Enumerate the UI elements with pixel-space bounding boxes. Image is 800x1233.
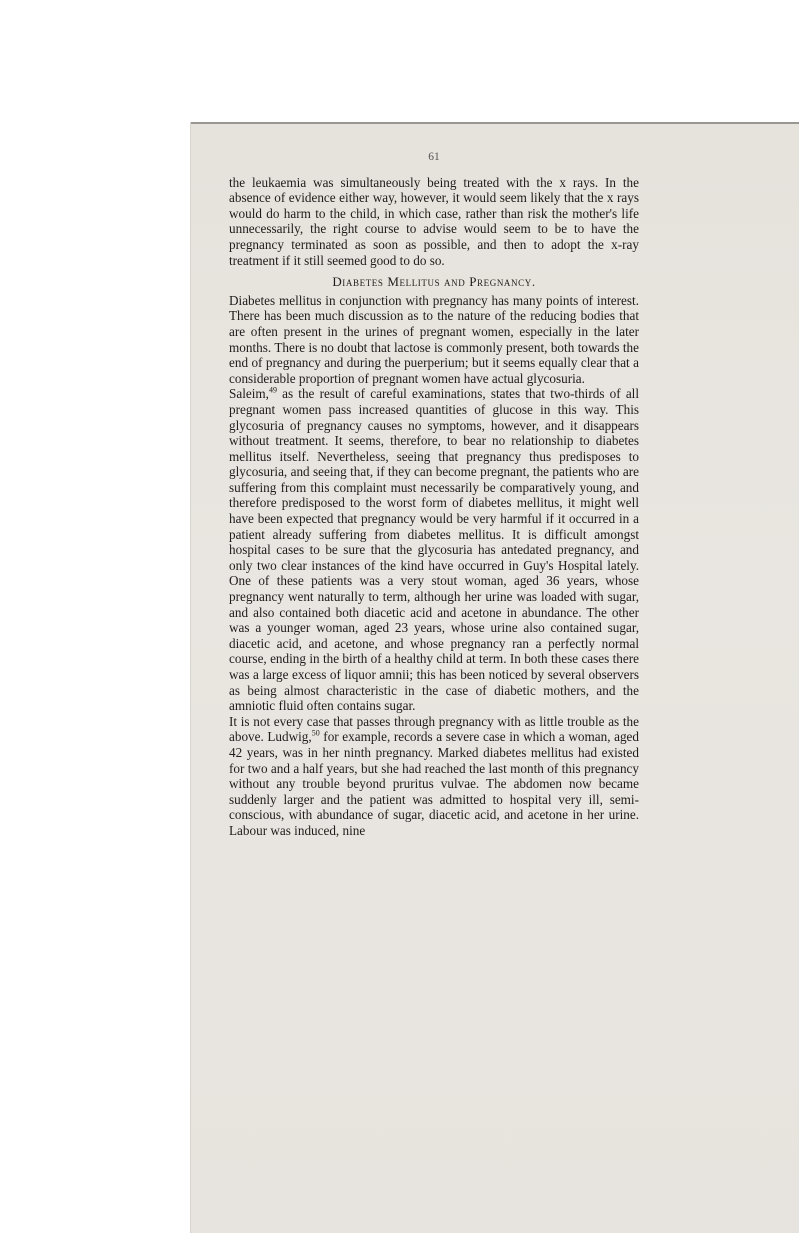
reference-number: 49 [268, 385, 277, 395]
paragraph-saleim-start: Saleim, [229, 386, 269, 402]
page-number: 61 [428, 151, 440, 163]
reference-number: 50 [311, 728, 320, 738]
paragraph-diabetes-intro: Diabetes mellitus in conjunction with pregnancy has many points of interest. There has been much discussion as to the nature of the reducing bodies that are often present in the urines of pregnant women, especially in the later months. There is no doubt that lactose is commonly present, both towards the end of pregnancy and during the puerperium; but it seems equally clear that a considerable proportion of pregnant women have actual glycosuria. [229, 292, 639, 386]
page-top-edge [191, 122, 799, 124]
page-text [229, 150, 639, 839]
section-heading: Diabetes Mellitus and Pregnancy. [332, 274, 536, 290]
paragraph-saleim [229, 386, 639, 713]
paragraph-ludwig-start: It is not every case that passes through pregnancy with as little trouble as the above. Ludwig, [229, 713, 639, 745]
paragraph-saleim-body: as the result of careful examinations, states that two-thirds of all pregnant women pass increased quantities of glucose in this way. This glycosuria of pregnancy causes no symptoms, however, and it disappears without treatment. It seems, therefore, to bear no relationship to diabetes mellitus itself. Nevertheless, seeing that pregnancy thus predisposes to glycosuria, and seeing that, if they can become pregnant, the patients who are suffering from this complaint must necessarily be comparatively young, and therefore predisposed to the worst form of diabetes mellitus, it might well have been expected that pregnancy would be very harmful if it occurred in a patient already suffering from diabetes mellitus. It is difficult amongst hospital cases to be sure that the glycosuria has antedated pregnancy, and only two clear instances of the kind have occurred in Guy's Hospital lately. One of these patients was a very stout woman, aged 36 years, whose pregnancy went naturally to term, although her urine was loaded with sugar, and also contained both diacetic acid and acetone in abundance. The other was a younger woman, aged 23 years, whose urine also contained sugar, diacetic acid, and acetone, and whose pregnancy ran a perfectly normal course, ending in the birth of a healthy child at term. In both these cases there was a large excess of liquor amnii; this has been noticed by several observers as being almost characteristic in the case of diabetic mothers, and the amniotic fluid often contains sugar. [229, 386, 639, 714]
paragraph-ludwig-body: for example, records a severe case in which a woman, aged 42 years, was in her ninth pregnancy. Marked diabetes mellitus had existed for two and a half years, but she had reached the last month of this pregnancy without any trouble beyond pruritus vulvae. The abdomen now became suddenly larger and the patient was admitted to hospital very ill, semi-conscious, with abundance of sugar, diacetic acid, and acetone in her urine. Labour was induced, nine [229, 729, 639, 838]
paragraph-ludwig [229, 714, 639, 839]
book-page [190, 122, 799, 1233]
paragraph-leukaemia: the leukaemia was simultaneously being treated with the x rays. In the absence of evidence either way, however, it would seem likely that the x rays would do harm to the child, in which case, rather than risk the mother's life unnecessarily, the right course to advise would seem to be to have the pregnancy terminated as soon as possible, and then to adopt the x-ray treatment if it still seemed good to do so. [229, 174, 639, 268]
